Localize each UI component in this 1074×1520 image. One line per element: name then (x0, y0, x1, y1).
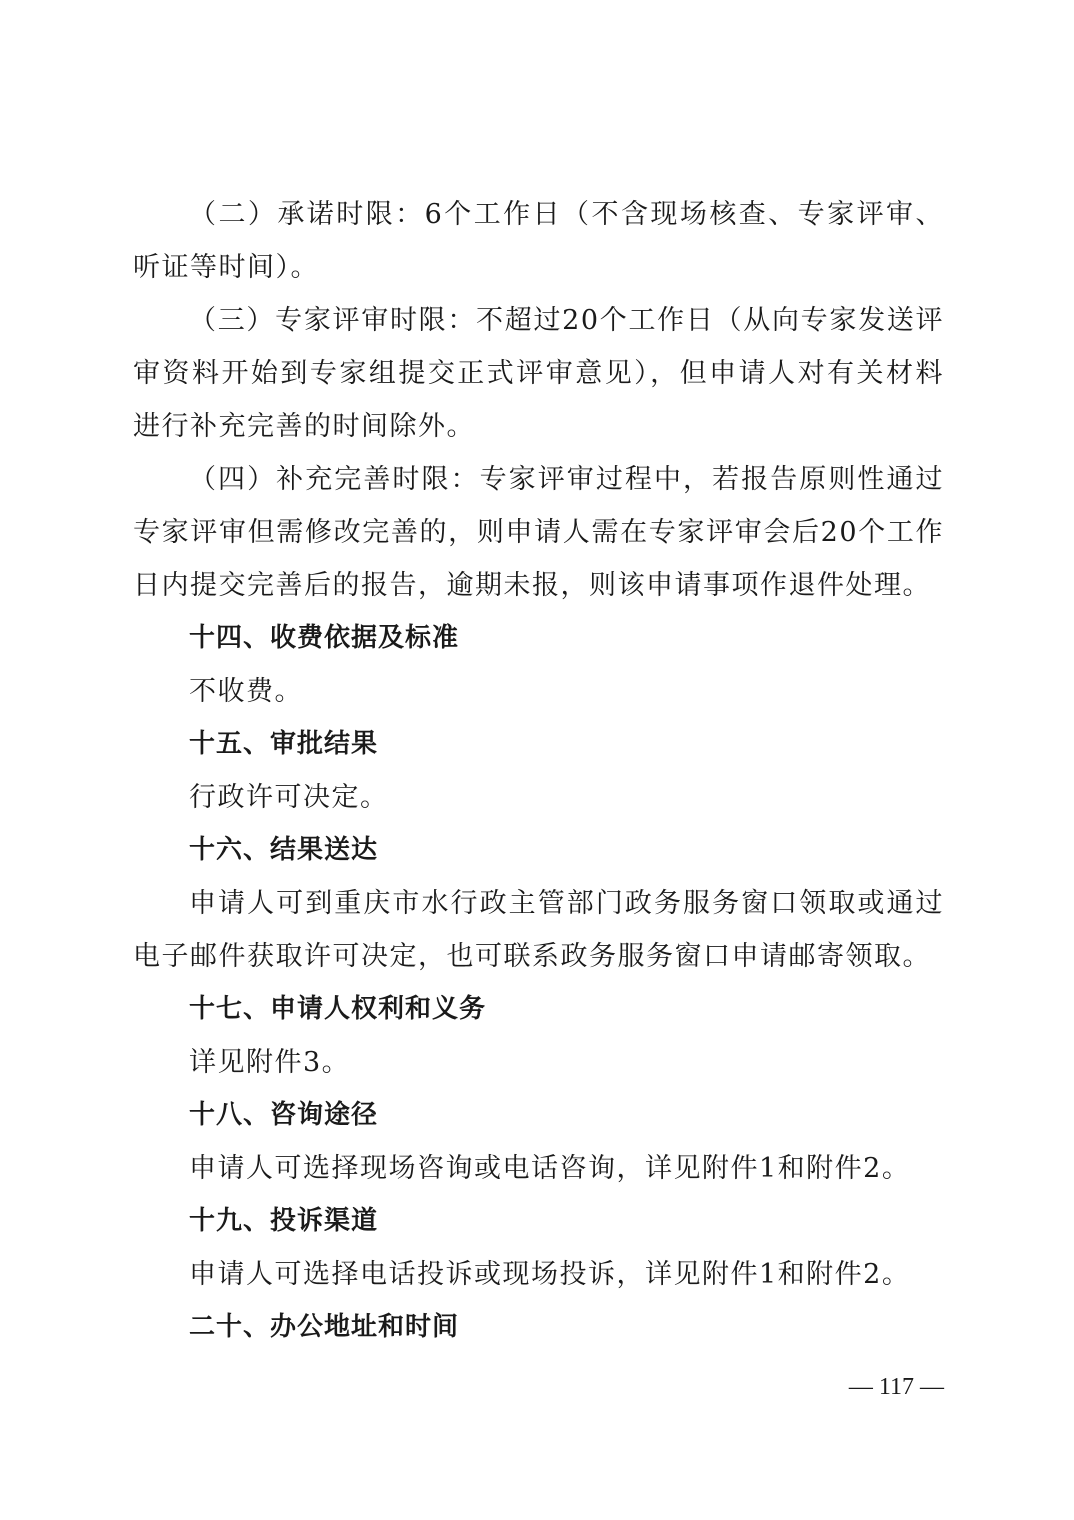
section-heading-office-address-hours: 二十、办公地址和时间 (189, 1312, 460, 1342)
paragraph-commitment-time-limit: （二）承诺时限：6个工作日（不含现场核查、专家评审、听证等时间）。 (133, 199, 944, 283)
section-heading-complaints: 十九、投诉渠道 (189, 1206, 379, 1236)
section-body-fees: 不收费。 (189, 676, 303, 707)
section-body-rights-obligations: 详见附件3。 (189, 1047, 351, 1078)
section-body-result-delivery: 申请人可到重庆市水行政主管部门政务服务窗口领取或通过电子邮件获取许可决定，也可联系政务服务窗口申请邮寄领取。 (133, 888, 944, 972)
document-body (133, 188, 944, 1354)
paragraph-expert-review-time-limit: （三）专家评审时限：不超过20个工作日（从向专家发送评审资料开始到专家组提交正式评审意见），但申请人对有关材料进行补充完善的时间除外。 (133, 305, 944, 442)
section-heading-rights-obligations: 十七、申请人权利和义务 (189, 994, 487, 1024)
section-heading-result-delivery: 十六、结果送达 (189, 835, 379, 865)
section-body-complaints: 申请人可选择电话投诉或现场投诉，详见附件1和附件2。 (189, 1259, 911, 1290)
section-body-approval-result: 行政许可决定。 (189, 782, 389, 813)
page-number: — 117 — (848, 1374, 944, 1400)
section-heading-consultation: 十八、咨询途径 (189, 1100, 379, 1130)
section-heading-approval-result: 十五、审批结果 (189, 729, 379, 759)
section-body-consultation: 申请人可选择现场咨询或电话咨询，详见附件1和附件2。 (189, 1153, 911, 1184)
paragraph-supplement-time-limit: （四）补充完善时限：专家评审过程中，若报告原则性通过专家评审但需修改完善的，则申请人需在专家评审会后20个工作日内提交完善后的报告，逾期未报，则该申请事项作退件处理。 (133, 464, 944, 601)
section-heading-fees: 十四、收费依据及标准 (189, 623, 460, 653)
